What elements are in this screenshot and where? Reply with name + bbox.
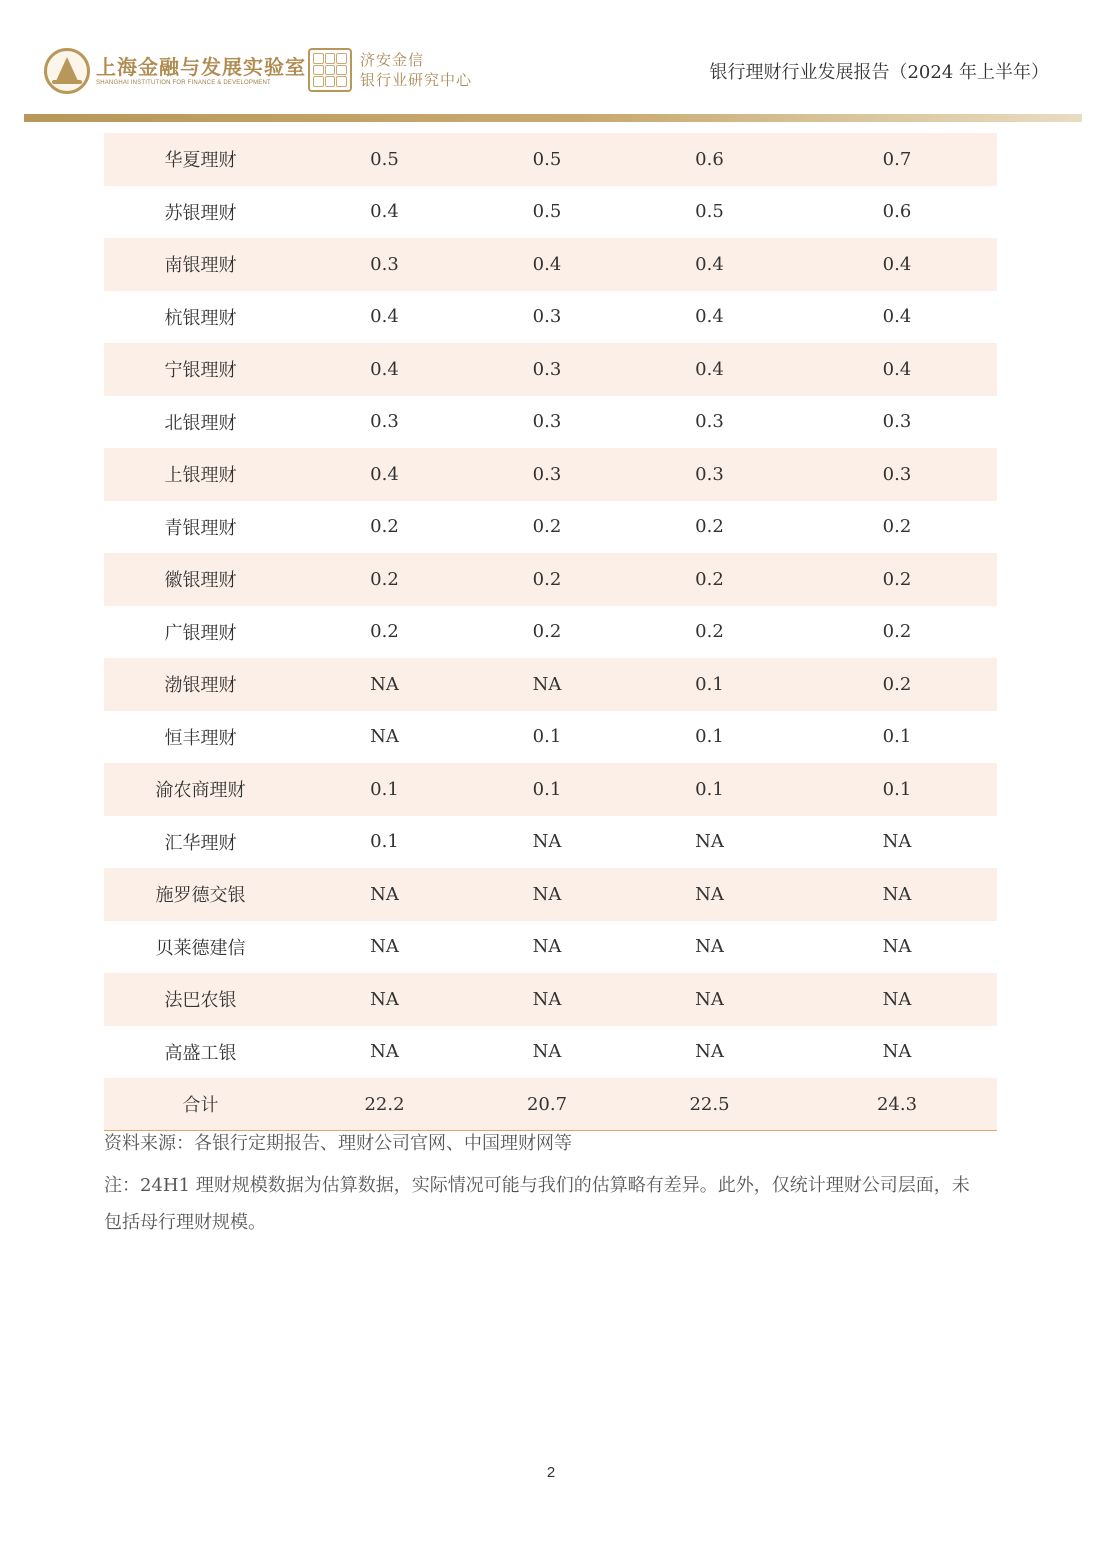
value-cell: 0.4 [797, 238, 997, 291]
table-row [104, 1026, 997, 1079]
table-row [104, 868, 997, 921]
value-cell: NA [882, 1041, 912, 1063]
value-cell: 0.1 [882, 726, 912, 748]
table-row [104, 133, 997, 186]
institution-name-cell: 高盛工银 [164, 1042, 237, 1064]
value-cell: 0.5 [472, 133, 622, 186]
value-cell: 0.2 [797, 553, 997, 606]
value-cell: 0.4 [622, 238, 797, 291]
table-row [104, 186, 997, 239]
value-cell: 0.1 [622, 658, 797, 711]
value-cell: NA [882, 936, 912, 958]
table-row [104, 816, 997, 869]
table-row [104, 763, 997, 816]
table-row [104, 553, 997, 606]
table-row [104, 606, 997, 659]
value-cell: NA [370, 726, 399, 748]
value-cell: 0.2 [370, 621, 399, 643]
value-cell: 0.1 [472, 763, 622, 816]
value-cell: 0.3 [532, 411, 562, 433]
table-row [104, 343, 997, 396]
table-row [104, 711, 997, 764]
value-cell: 0.2 [695, 516, 724, 538]
value-cell: 0.1 [297, 763, 472, 816]
value-cell: 0.3 [370, 411, 399, 433]
table-row [104, 921, 997, 974]
jian-research-center-logo [308, 48, 472, 92]
logo-primary-en: SHANGHAI INSTITUTION FOR FINANCE & DEVELOPMENT [96, 80, 271, 86]
page-number: 2 [546, 1464, 556, 1481]
value-cell: 0.1 [797, 763, 997, 816]
value-cell: NA [695, 831, 724, 853]
value-cell: 0.4 [297, 343, 472, 396]
value-cell: 0.3 [797, 448, 997, 501]
value-cell: 0.3 [532, 306, 562, 328]
institution-name-cell: 汇华理财 [164, 832, 237, 854]
value-cell: NA [472, 973, 622, 1026]
value-cell: NA [622, 868, 797, 921]
value-cell: 0.5 [297, 133, 472, 186]
report-title: 银行理财行业发展报告（2024 年上半年） [709, 62, 1049, 83]
value-cell: NA [472, 868, 622, 921]
total-row [104, 1078, 997, 1131]
source-note: 资料来源：各银行定期报告、理财公司官网、中国理财网等 [104, 1133, 572, 1154]
institution-name-cell: 渝农商理财 [104, 763, 297, 816]
value-cell: 0.2 [882, 516, 912, 538]
table-body [104, 133, 997, 1131]
value-cell: 0.4 [882, 306, 912, 328]
value-cell: NA [532, 1041, 562, 1063]
value-cell: NA [370, 1041, 399, 1063]
table-row [104, 238, 997, 291]
logo-primary-cn: 上海金融与发展实验室 [96, 55, 306, 79]
institution-name-cell: 徽银理财 [104, 553, 297, 606]
institution-name-cell: 苏银理财 [164, 202, 237, 224]
value-cell: 0.3 [297, 238, 472, 291]
table-row [104, 291, 997, 344]
institution-name-cell: 宁银理财 [104, 343, 297, 396]
logo-secondary-line2: 银行业研究中心 [360, 71, 473, 89]
value-cell: 20.7 [472, 1078, 622, 1131]
value-cell: NA [297, 973, 472, 1026]
value-cell: 0.5 [532, 201, 562, 223]
value-cell: 0.4 [797, 343, 997, 396]
value-cell: 0.2 [882, 621, 912, 643]
value-cell: 0.2 [532, 621, 562, 643]
header-divider [24, 114, 1082, 122]
seal-icon [308, 48, 352, 92]
institution-name-cell: 法巴农银 [104, 973, 297, 1026]
table-row [104, 448, 997, 501]
value-cell: NA [370, 936, 399, 958]
institution-name-cell: 恒丰理财 [164, 727, 237, 749]
institution-name-cell: 青银理财 [164, 517, 237, 539]
value-cell: 0.4 [622, 343, 797, 396]
value-cell: 0.1 [532, 726, 562, 748]
value-cell: 0.1 [370, 831, 399, 853]
table-row [104, 658, 997, 711]
table-row [104, 396, 997, 449]
value-cell: NA [882, 831, 912, 853]
sail-emblem-icon [44, 48, 90, 94]
value-cell: 0.4 [297, 448, 472, 501]
value-cell: NA [532, 831, 562, 853]
value-cell: 24.3 [797, 1078, 997, 1131]
page-header [0, 0, 1102, 125]
table-row [104, 973, 997, 1026]
institution-name-cell: 华夏理财 [104, 133, 297, 186]
institution-name-cell: 杭银理财 [164, 307, 237, 329]
value-cell: NA [297, 658, 472, 711]
value-cell: NA [532, 936, 562, 958]
institution-name-cell: 施罗德交银 [104, 868, 297, 921]
value-cell: NA [695, 936, 724, 958]
value-cell: 0.2 [370, 516, 399, 538]
value-cell: NA [797, 868, 997, 921]
institution-name-cell: 北银理财 [164, 412, 237, 434]
value-cell: 0.6 [622, 133, 797, 186]
value-cell: 0.3 [882, 411, 912, 433]
value-cell: 0.2 [622, 553, 797, 606]
value-cell: 0.4 [370, 201, 399, 223]
value-cell: 0.2 [695, 621, 724, 643]
logo-secondary-line1: 济安金信 [360, 51, 425, 69]
value-cell: 0.2 [532, 516, 562, 538]
value-cell: NA [622, 973, 797, 1026]
value-cell: 0.4 [472, 238, 622, 291]
institution-name-cell: 广银理财 [164, 622, 237, 644]
institution-name-cell: 贝莱德建信 [155, 937, 246, 959]
value-cell: 0.5 [695, 201, 724, 223]
value-cell: 0.7 [797, 133, 997, 186]
institution-name-cell: 上银理财 [104, 448, 297, 501]
institution-name-cell: 渤银理财 [104, 658, 297, 711]
value-cell: 0.4 [370, 306, 399, 328]
value-cell: 0.3 [472, 448, 622, 501]
value-cell: 0.2 [472, 553, 622, 606]
value-cell: 22.5 [622, 1078, 797, 1131]
value-cell: 22.2 [297, 1078, 472, 1131]
table-row [104, 501, 997, 554]
value-cell: 0.1 [622, 763, 797, 816]
value-cell: 0.3 [695, 411, 724, 433]
value-cell: NA [797, 973, 997, 1026]
shanghai-institution-logo [44, 48, 306, 94]
institution-name-cell: 合计 [104, 1078, 297, 1131]
value-cell: 0.3 [472, 343, 622, 396]
footnote-text: 注：24H1 理财规模数据为估算数据，实际情况可能与我们的估算略有差异。此外，仅统计理财公司层面，未包括母行理财规模。 [104, 1175, 970, 1233]
value-cell: 0.2 [297, 553, 472, 606]
value-cell: 0.1 [695, 726, 724, 748]
value-cell: 0.6 [882, 201, 912, 223]
value-cell: NA [695, 1041, 724, 1063]
value-cell: NA [472, 658, 622, 711]
value-cell: NA [297, 868, 472, 921]
value-cell: 0.3 [622, 448, 797, 501]
value-cell: 0.4 [695, 306, 724, 328]
institution-name-cell: 南银理财 [104, 238, 297, 291]
wealth-management-scale-table [104, 133, 997, 1131]
value-cell: 0.2 [797, 658, 997, 711]
